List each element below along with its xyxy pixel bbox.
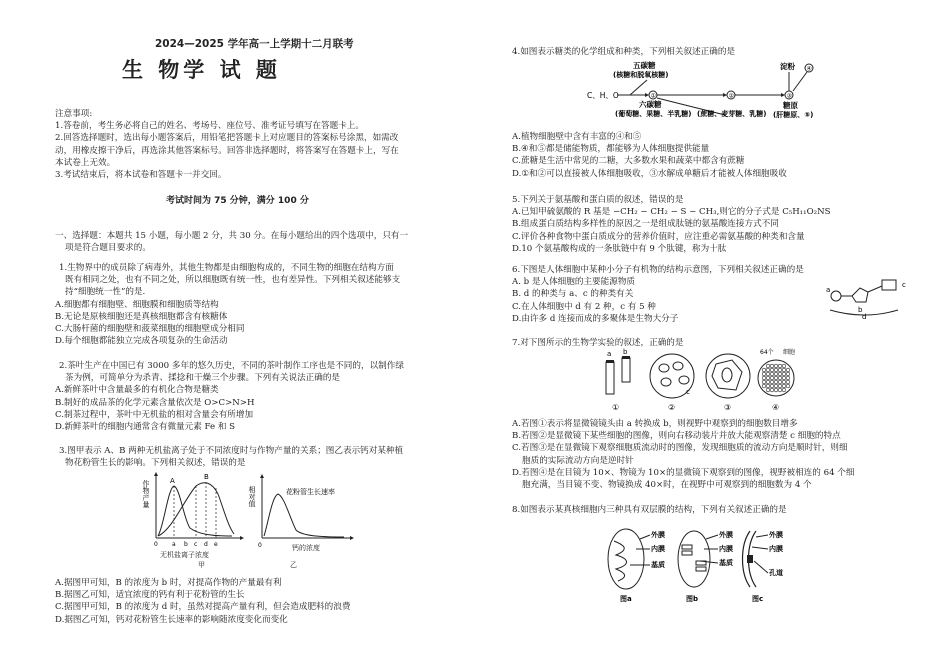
notes-item: 动，用橡皮擦干净后，再选涂其他答案标号。回答非选择题时，将答案写在答题卡上，写在: [55, 145, 399, 156]
option-d[interactable]: D.10 个氨基酸构成的一条肽链中有 9 个肽键，称为十肽: [512, 243, 727, 254]
section-intro: [55, 230, 473, 254]
figure-sugar: [585, 60, 835, 130]
question-stem: 物花粉管生长的影响。下列相关叙述，错误的是: [65, 458, 246, 469]
micro-cell: [778, 388, 782, 392]
micro-num-2: ②: [668, 403, 676, 412]
membrane-c-pore: 孔道: [769, 569, 783, 577]
micro-cell: [770, 368, 774, 372]
micro-cell: [766, 376, 770, 380]
section-intro-line: 项是符合题目要求的。: [65, 243, 151, 254]
membrane-c-inner: 内膜: [769, 545, 783, 553]
option-c[interactable]: C.大肠杆菌的细胞壁和菠菜细胞的细胞壁成分相同: [55, 324, 245, 335]
micro-cell: [782, 376, 786, 380]
micro-label-c: c: [686, 388, 690, 396]
micro-num-4: ④: [772, 403, 780, 412]
micro-cell: [770, 372, 774, 376]
membrane-b-inner: 内膜: [719, 545, 733, 553]
question-stem: 3.图甲表示 A、B 两种无机盐离子处于不同浓度时与作物产量的关系；图乙表示钙对某种植: [59, 446, 404, 456]
membrane-caption-a: 图a: [620, 595, 632, 603]
option-c[interactable]: C.评价各种食物中蛋白质成分的营养价值时，应注重必需氨基酸的种类和含量: [512, 231, 805, 242]
micro-cell: [762, 372, 766, 376]
question-stem: 茶为例，可简单分为杀青、揉捻和干燥三个步骤。下列有关说法正确的是: [65, 373, 341, 384]
micro-cell: [766, 372, 770, 376]
option-b[interactable]: B. d 的种类与 a、c 的种类有关: [512, 289, 634, 300]
micro-cell-grid: [762, 364, 790, 392]
sugar-num-2: ②: [728, 92, 734, 100]
figure-yi: [250, 474, 360, 552]
question-8-stem: 8.如图表示某真核细胞内三种具有双层膜的结构，下列有关叙述正确的是: [512, 505, 787, 515]
nuc-label-a: a: [826, 286, 831, 294]
question-7-stem: 7.对下图所示的生物学实验的叙述，正确的是: [512, 338, 684, 348]
jia-tick: e: [214, 541, 218, 548]
micro-cell: [782, 368, 786, 372]
option-a[interactable]: A.植物细胞壁中含有丰富的④和⑤: [512, 132, 642, 142]
jia-ylabel: 作物产量: [142, 480, 150, 508]
micro-cell: [762, 368, 766, 372]
yi-caption: 乙: [290, 561, 297, 569]
option-a[interactable]: A.细胞都有细胞壁、细胞膜和细胞质等结构: [55, 299, 219, 310]
jia-tick: a: [172, 541, 176, 548]
micro-cell: [778, 384, 782, 388]
option-b[interactable]: B.据图乙可知，适宜浓度的钙有利于花粉管的生长: [55, 590, 245, 601]
micro-label-b: b: [623, 348, 628, 356]
nuc-label-c: c: [902, 281, 906, 289]
question-stem: 6.下图是人体细胞中某种小分子有机物的结构示意图，下列相关叙述正确的是: [512, 265, 804, 275]
micro-cell: [774, 372, 778, 376]
micro-cell: [782, 372, 786, 376]
option-d[interactable]: D.据图乙可知，钙对花粉管生长速率的影响随浓度变化而变化: [55, 614, 288, 625]
option-c[interactable]: C.蔗糖是生活中常见的二糖，大多数水果和蔬菜中都含有蔗糖: [512, 156, 745, 167]
nuc-label-b: b: [858, 306, 863, 314]
micro-cell: [774, 376, 778, 380]
micro-cell: [774, 384, 778, 388]
sugar-num-4: ④: [806, 65, 812, 73]
jia-tick: c: [194, 541, 198, 548]
figure-jia: [140, 470, 245, 552]
micro-cell: [782, 388, 786, 392]
micro-cell: [774, 364, 778, 368]
notes-heading: 注意事项:: [55, 109, 93, 119]
sugar-num-1: ①: [650, 92, 656, 100]
sugar-six-carbon: 六碳糖: [639, 100, 662, 109]
sugar-starch: 淀粉: [780, 62, 795, 71]
exam-title: 2024—2025 学年高一上学期十二月联考: [155, 38, 354, 50]
micro-cell: [770, 388, 774, 392]
figure-microscope: [600, 350, 795, 416]
micro-cell: [778, 376, 782, 380]
option-d[interactable]: D.①和②可以直接被人体细胞吸收，③水解成单糖后才能被人体细胞吸收: [512, 168, 787, 179]
micro-cell: [778, 380, 782, 384]
micro-cells-label: 细胞: [783, 349, 796, 356]
question-7-options: [512, 418, 937, 491]
option-c[interactable]: C.若图③是在显微镜下观察细胞质流动时的图像，发现细胞质的流动方向是顺时针，则细: [512, 443, 848, 454]
notes-item: 3.考试结束后，将本试卷和答题卡一并交回。: [55, 170, 227, 181]
option-c[interactable]: C.据图甲可知，B 的浓度为 d 时，虽然对提高产量有利，但会造成肥料的浪费: [55, 602, 351, 613]
option-d-cont: 胞充满，当目镜不变、物镜换成 40×时，在视野中可观察到的细胞数为 4 个: [522, 480, 812, 491]
jia-curve-a: A: [170, 477, 175, 485]
question-stem: 2.茶叶生产在中国已有 3000 多年的悠久历史，不同的茶叶制作工序也是不同的，以制作绿: [59, 361, 404, 371]
yi-ylabel: 相对值: [248, 486, 256, 507]
micro-cell: [766, 384, 770, 388]
micro-cell: [766, 388, 770, 392]
micro-cell: [782, 380, 786, 384]
option-a[interactable]: A.若图①表示将显微镜镜头由 a 转换成 b，则视野中观察到的细胞数目增多: [512, 419, 798, 429]
question-stem: 1.生物界中的成员除了病毒外，其他生物都是由细胞构成的，不同生物的细胞在结构方面: [59, 263, 394, 273]
micro-cell: [762, 384, 766, 388]
micro-num-3: ③: [724, 403, 732, 412]
option-b[interactable]: B.制好的成品茶的化学元素含量依次是 O>C>N>H: [55, 397, 255, 408]
micro-label-a: a: [607, 350, 612, 358]
question-5: [512, 194, 937, 255]
question-4-options: [512, 131, 937, 180]
option-a[interactable]: A.新鲜茶叶中含量最多的有机化合物是糖类: [55, 385, 219, 396]
notes-item: 2.回答选择题时，选出每小题答案后，用铅笔把答题卡上对应题目的答案标号涂黑，如需改: [55, 133, 399, 144]
question-1: [55, 262, 473, 347]
section-intro-line: 一、选择题：本题共 15 小题，每小题 2 分，共 30 分。在每小题给出的四个选项中，只有一: [55, 231, 409, 241]
notes-item: 1.答卷前，考生务必将自己的姓名、考场号、座位号、准考证号填写在答题卡上。: [55, 121, 364, 132]
option-a[interactable]: A. b 是人体细胞的主要能源物质: [512, 277, 636, 288]
membrane-caption-b: 图b: [686, 595, 699, 603]
micro-cell: [786, 372, 790, 376]
jia-xlabel: 无机盐离子浓度: [160, 551, 209, 559]
micro-cell: [770, 384, 774, 388]
micro-cell: [782, 364, 786, 368]
option-d[interactable]: D.由许多 d 连接而成的多聚体是生物大分子: [512, 313, 679, 324]
sugar-glycogen-sub: (肝糖原、⑤): [773, 111, 814, 119]
question-2: [55, 360, 473, 433]
question-6: [512, 264, 842, 325]
micro-cell: [770, 364, 774, 368]
jia-caption: 甲: [198, 561, 205, 569]
jia-tick: b: [184, 541, 188, 548]
micro-cell: [774, 368, 778, 372]
notes-section: [55, 108, 473, 181]
micro-cell: [786, 376, 790, 380]
question-stem: 持“细胞统一性”的是.: [65, 287, 146, 298]
question-stem: 既有相同之处，也有不同之处，所以细胞既有统一性，也有差异性。下列相关叙述能够支: [65, 275, 401, 286]
option-b[interactable]: B.④和⑤都是储能物质，都能够为人体细胞提供能量: [512, 144, 710, 155]
option-d[interactable]: D.新鲜茶叶的细胞内通常含有微量元素 Fe 和 S: [55, 422, 236, 433]
exam-time: 考试时间为 75 分钟，满分 100 分: [166, 196, 309, 206]
micro-cell: [786, 384, 790, 388]
nuc-label-d: d: [862, 313, 867, 321]
membrane-a-matrix: 基质: [651, 561, 665, 569]
membrane-caption-c: 图c: [752, 595, 764, 603]
jia-tick: 0: [154, 541, 158, 548]
figure-nucleotide: [824, 272, 934, 320]
micro-cell: [774, 388, 778, 392]
sugar-five-carbon: 五碳糖: [633, 61, 656, 70]
jia-tick: d: [204, 541, 208, 548]
question-3-stem: [55, 445, 473, 469]
option-a[interactable]: A.已知甲硫氨酸的 R 基是 −CH₂ − CH₂ − S − CH₃,则它的分子式是 C₅H₁₁O₂NS: [512, 207, 831, 218]
option-a[interactable]: A.据图甲可知，B 的浓度为 b 时，对提高作物的产量最有利: [55, 578, 282, 588]
option-b[interactable]: B.无论是原核细胞还是真核细胞都含有核糖体: [55, 311, 228, 322]
yi-xlabel: 钙的浓度: [292, 544, 320, 552]
sugar-num-3: ③: [786, 92, 792, 100]
option-c[interactable]: C.制茶过程中，茶叶中无机盐的相对含量会有所增加: [55, 409, 254, 420]
micro-cell: [766, 364, 770, 368]
question-stem: 5.下列关于氨基酸和蛋白质的叙述，错误的是: [512, 195, 684, 205]
micro-cell: [778, 372, 782, 376]
micro-cell: [786, 380, 790, 384]
micro-cell: [778, 368, 782, 372]
membrane-b-outer: 外膜: [719, 531, 733, 539]
membrane-a-outer: 外膜: [651, 531, 665, 539]
micro-cell: [778, 364, 782, 368]
sugar-glycogen: 糖原: [783, 101, 798, 110]
yi-curve-label: 花粉管生长速率: [286, 488, 335, 496]
sugar-elements: C、H、O: [587, 91, 619, 100]
membrane-a-inner: 内膜: [651, 545, 665, 553]
jia-curve-b: B: [204, 473, 209, 481]
option-d[interactable]: D.每个细胞都能独立完成各项复杂的生命活动: [55, 336, 228, 347]
option-d[interactable]: D.若图④是在目镜为 10×、物镜为 10×的显微镜下观察到的图像，视野被相连的 64 个细: [512, 467, 855, 478]
sugar-six-carbon-sub: (葡萄糖、果糖、半乳糖): [615, 110, 692, 118]
micro-cell: [770, 376, 774, 380]
option-c-cont: 胞质的实际流动方向是逆时针: [522, 455, 634, 466]
micro-cell: [786, 368, 790, 372]
micro-cell: [762, 380, 766, 384]
micro-num-1: ①: [612, 403, 620, 412]
micro-cell: [762, 376, 766, 380]
subject-title: 生 物学 试 题: [122, 58, 281, 82]
sugar-five-carbon-sub: (核糖和脱氧核糖): [613, 71, 669, 79]
micro-cell: [770, 380, 774, 384]
option-c[interactable]: C.在人体细胞中 d 有 2 种，c 有 5 种: [512, 301, 656, 312]
option-b[interactable]: B.组成蛋白质结构多样性的原因之一是组成肽链的氨基酸连接方式不同: [512, 219, 779, 230]
micro-cell: [782, 384, 786, 388]
yi-origin: 0: [258, 542, 262, 549]
option-b[interactable]: B.若图②是显微镜下某些细胞的图像，则向右移动装片并放大能观察清楚 c 细胞的特点: [512, 431, 841, 442]
figure-membrane: [600, 515, 800, 603]
micro-cell: [766, 380, 770, 384]
sugar-disaccharide: (蔗糖、麦芽糖、乳糖): [697, 110, 767, 118]
notes-item: 本试卷上无效。: [55, 157, 116, 168]
question-3-options: [55, 577, 473, 626]
micro-cell: [774, 380, 778, 384]
membrane-b-matrix: 基质: [719, 559, 733, 567]
question-4-stem: 4.如图表示糖类的化学组成和种类，下列相关叙述正确的是: [512, 47, 736, 57]
membrane-c-outer: 外膜: [769, 531, 783, 539]
micro-cell: [766, 368, 770, 372]
micro-cells-count: 64个: [760, 349, 774, 356]
